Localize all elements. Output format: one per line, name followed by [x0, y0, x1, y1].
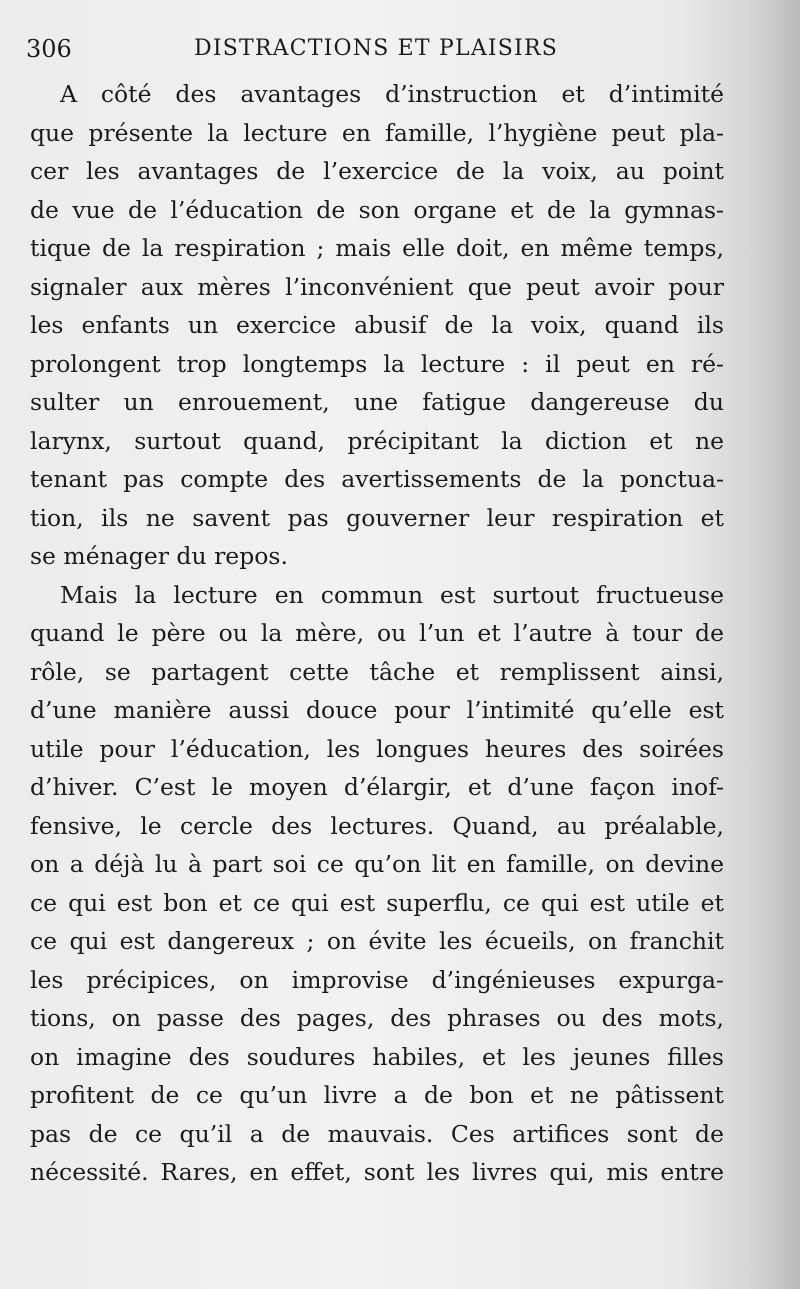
page-header [26, 32, 746, 66]
text-line: rôle, se partagent cette tâche et remplissent ainsi, [30, 657, 724, 686]
text-line: tique de la respiration ; mais elle doit, en même temps, [30, 234, 724, 262]
text-line: nécessité. Rares, en effet, sont les livres qui, mis entre [30, 1158, 724, 1186]
body-text [30, 75, 724, 1192]
text-line: que présente la lecture en famille, l’hygiène peut pla- [30, 118, 724, 147]
page-number: 306 [26, 35, 72, 63]
text-line: on imagine des soudures habiles, et les jeunes filles [30, 1042, 724, 1071]
text-line: utile pour l’éducation, les longues heures des soirées [30, 734, 724, 763]
text-line: cer les avantages de l’exercice de la voix, au point [30, 157, 724, 185]
text-line: d’hiver. C’est le moyen d’élargir, et d’une façon inof- [30, 773, 724, 801]
running-title: DISTRACTIONS ET PLAISIRS [194, 36, 558, 61]
text-line: Mais la lecture en commun est surtout fructueuse [60, 580, 724, 609]
text-line: signaler aux mères l’inconvénient que peut avoir pour [30, 272, 724, 301]
text-line: tions, on passe des pages, des phrases ou des mots, [30, 1004, 724, 1032]
text-line: A côté des avantages d’instruction et d’intimité [60, 80, 724, 108]
text-line: de vue de l’éducation de son organe et de la gymnas- [30, 195, 724, 224]
text-line: larynx, surtout quand, précipitant la diction et ne [30, 426, 724, 455]
text-line: les précipices, on improvise d’ingénieuses expurga- [30, 965, 724, 994]
text-line: tion, ils ne savent pas gouverner leur respiration et [30, 503, 724, 532]
text-line: ce qui est dangereux ; on évite les écueils, on franchit [30, 927, 724, 955]
text-line: quand le père ou la mère, ou l’un et l’autre à tour de [30, 619, 724, 647]
text-line: sulter un enrouement, une fatigue dangereuse du [30, 388, 724, 416]
text-line: tenant pas compte des avertissements de la ponctua- [30, 465, 724, 493]
text-line: fensive, le cercle des lectures. Quand, au préalable, [30, 811, 724, 840]
text-line: les enfants un exercice abusif de la voix, quand ils [30, 311, 724, 339]
text-line: prolongent trop longtemps la lecture : il peut en ré- [30, 349, 724, 378]
text-line: d’une manière aussi douce pour l’intimité qu’elle est [30, 696, 724, 724]
text-line: profitent de ce qu’un livre a de bon et ne pâtissent [30, 1081, 724, 1109]
text-line: pas de ce qu’il a de mauvais. Ces artifices sont de [30, 1119, 724, 1148]
text-line: ce qui est bon et ce qui est superflu, ce qui est utile et [30, 888, 724, 917]
text-line: se ménager du repos. [30, 542, 288, 570]
text-line: on a déjà lu à part soi ce qu’on lit en famille, on devine [30, 850, 724, 878]
